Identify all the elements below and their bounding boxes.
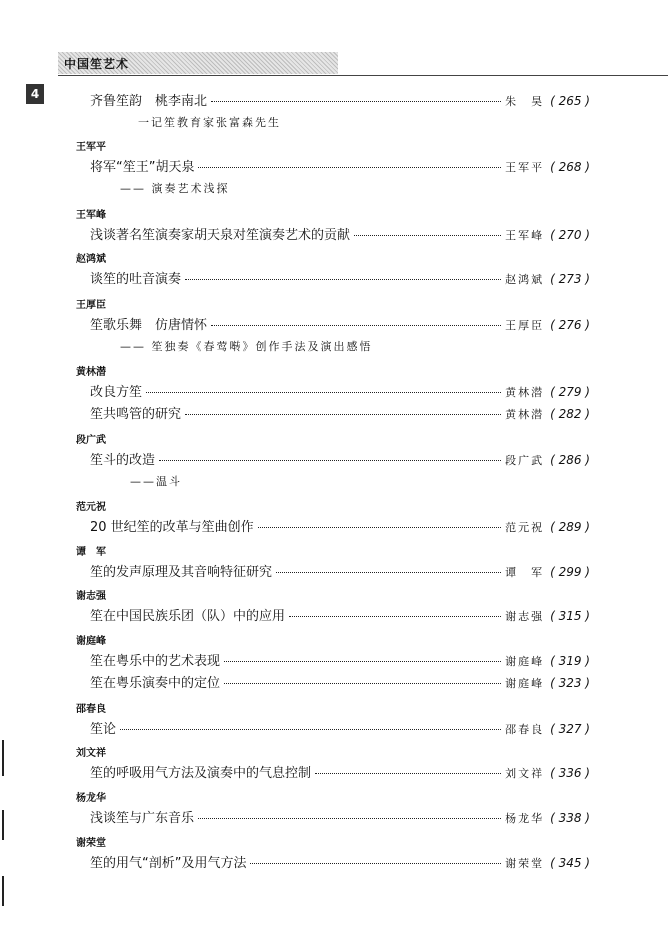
toc-entry[interactable] xyxy=(90,516,590,534)
author-heading: 王厚臣 xyxy=(76,300,106,311)
margin-mark xyxy=(2,810,4,840)
entry-subtitle: —— 演奏艺术浅探 xyxy=(120,182,230,195)
entry-title: 改良方笙 xyxy=(90,385,143,400)
entry-title: 谈笙的吐音演奏 xyxy=(90,272,182,287)
entry-title: 笙的发声原理及其音响特征研究 xyxy=(90,565,273,580)
author-heading: 王军平 xyxy=(76,142,106,153)
entry-author: 赵鸿斌 xyxy=(505,273,545,286)
dot-leader xyxy=(276,572,501,573)
dot-leader xyxy=(289,616,501,617)
dot-leader xyxy=(224,683,501,684)
dot-leader xyxy=(354,235,501,236)
entry-author: 谢荣堂 xyxy=(505,857,545,870)
entry-page-number: ( 282 ) xyxy=(550,407,590,421)
author-heading: 范元祝 xyxy=(76,502,106,513)
entry-title: 笙在中国民族乐团（队）中的应用 xyxy=(90,609,286,624)
entry-author: 刘文祥 xyxy=(505,767,545,780)
entry-page-number: ( 323 ) xyxy=(550,676,590,690)
dot-leader xyxy=(224,661,501,662)
entry-title: 笙歌乐舞 仿唐情怀 xyxy=(90,318,208,333)
entry-page-number: ( 299 ) xyxy=(550,565,590,579)
entry-page-number: ( 286 ) xyxy=(550,453,590,467)
toc-entry[interactable] xyxy=(90,90,590,108)
entry-author: 王军峰 xyxy=(505,229,545,242)
dot-leader xyxy=(315,773,501,774)
dot-leader xyxy=(198,818,501,819)
author-heading: 刘文祥 xyxy=(76,748,106,759)
entry-page-number: ( 268 ) xyxy=(550,160,590,174)
entry-author: 黄林潜 xyxy=(505,386,545,399)
entry-page-number: ( 315 ) xyxy=(550,609,590,623)
dot-leader xyxy=(258,527,501,528)
entry-page-number: ( 289 ) xyxy=(550,520,590,534)
toc-entry[interactable] xyxy=(90,449,590,467)
toc-entry[interactable] xyxy=(90,381,590,399)
entry-page-number: ( 338 ) xyxy=(550,811,590,825)
author-heading: 黄林潜 xyxy=(76,367,106,378)
toc-entry[interactable] xyxy=(90,224,590,242)
author-heading: 谭 军 xyxy=(76,547,106,558)
entry-author: 朱 昊 xyxy=(505,95,545,108)
entry-author: 谢庭峰 xyxy=(505,655,545,668)
entry-subtitle: 一记笙教育家张富森先生 xyxy=(138,116,281,129)
entry-title: 将军“笙王”胡天泉 xyxy=(90,160,195,175)
author-heading: 段广武 xyxy=(76,435,106,446)
dot-leader xyxy=(211,101,501,102)
entry-author: 杨龙华 xyxy=(505,812,545,825)
entry-page-number: ( 336 ) xyxy=(550,766,590,780)
toc-entry[interactable] xyxy=(90,605,590,623)
entry-author: 邵春良 xyxy=(505,723,545,736)
entry-author: 黄林潜 xyxy=(505,408,545,421)
entry-subtitle: —— 笙独奏《春莺啭》创作手法及演出感悟 xyxy=(120,340,373,353)
entry-subtitle: ——温斗 xyxy=(130,475,182,488)
toc-entry[interactable] xyxy=(90,718,590,736)
entry-author: 谭 军 xyxy=(505,566,545,579)
dot-leader xyxy=(159,460,501,461)
entry-title: 笙斗的改造 xyxy=(90,453,156,468)
entry-page-number: ( 265 ) xyxy=(550,94,590,108)
author-heading: 邵春良 xyxy=(76,704,106,715)
toc-entry[interactable] xyxy=(90,762,590,780)
margin-mark xyxy=(2,740,4,776)
author-heading: 谢荣堂 xyxy=(76,838,106,849)
entry-title: 浅谈笙与广东音乐 xyxy=(90,811,195,826)
author-heading: 谢志强 xyxy=(76,591,106,602)
toc-entry[interactable] xyxy=(90,403,590,421)
toc-entry[interactable] xyxy=(90,852,590,870)
entry-page-number: ( 345 ) xyxy=(550,856,590,870)
toc-entry[interactable] xyxy=(90,156,590,174)
page-number: 4 xyxy=(26,84,44,104)
entry-author: 王厚臣 xyxy=(505,319,545,332)
author-heading: 王军峰 xyxy=(76,210,106,221)
entry-page-number: ( 273 ) xyxy=(550,272,590,286)
entry-author: 谢志强 xyxy=(505,610,545,623)
dot-leader xyxy=(185,279,501,280)
dot-leader xyxy=(120,729,501,730)
entry-page-number: ( 327 ) xyxy=(550,722,590,736)
margin-mark xyxy=(2,876,4,906)
author-heading: 谢庭峰 xyxy=(76,636,106,647)
author-heading: 赵鸿斌 xyxy=(76,254,106,265)
entry-author: 王军平 xyxy=(505,161,545,174)
entry-title: 笙论 xyxy=(90,722,117,737)
entry-author: 段广武 xyxy=(505,454,545,467)
toc-entry[interactable] xyxy=(90,807,590,825)
entry-page-number: ( 276 ) xyxy=(550,318,590,332)
toc-entry[interactable] xyxy=(90,268,590,286)
dot-leader xyxy=(211,325,501,326)
toc-entry[interactable] xyxy=(90,672,590,690)
entry-author: 范元祝 xyxy=(505,521,545,534)
dot-leader xyxy=(250,863,501,864)
entry-title: 笙共鸣管的研究 xyxy=(90,407,182,422)
entry-title: 笙的呼吸用气方法及演奏中的气息控制 xyxy=(90,766,312,781)
entry-page-number: ( 319 ) xyxy=(550,654,590,668)
dot-leader xyxy=(146,392,501,393)
entry-title: 浅谈著名笙演奏家胡天泉对笙演奏艺术的贡献 xyxy=(90,228,351,243)
entry-title: 20 世纪笙的改革与笙曲创作 xyxy=(90,520,254,535)
entry-page-number: ( 279 ) xyxy=(550,385,590,399)
entry-author: 谢庭峰 xyxy=(505,677,545,690)
entry-title: 笙的用气“剖析”及用气方法 xyxy=(90,856,247,871)
author-heading: 杨龙华 xyxy=(76,793,106,804)
running-header-title: 中国笙艺术 xyxy=(64,57,130,71)
entry-title: 笙在粤乐演奏中的定位 xyxy=(90,676,221,691)
entry-title: 笙在粤乐中的艺术表现 xyxy=(90,654,221,669)
toc-entry[interactable] xyxy=(90,561,590,579)
toc-entry[interactable] xyxy=(90,314,590,332)
entry-title: 齐鲁笙韵 桃李南北 xyxy=(90,94,208,109)
dot-leader xyxy=(185,414,501,415)
dot-leader xyxy=(198,167,501,168)
header-rule xyxy=(58,75,668,76)
entry-page-number: ( 270 ) xyxy=(550,228,590,242)
toc-entry[interactable] xyxy=(90,650,590,668)
